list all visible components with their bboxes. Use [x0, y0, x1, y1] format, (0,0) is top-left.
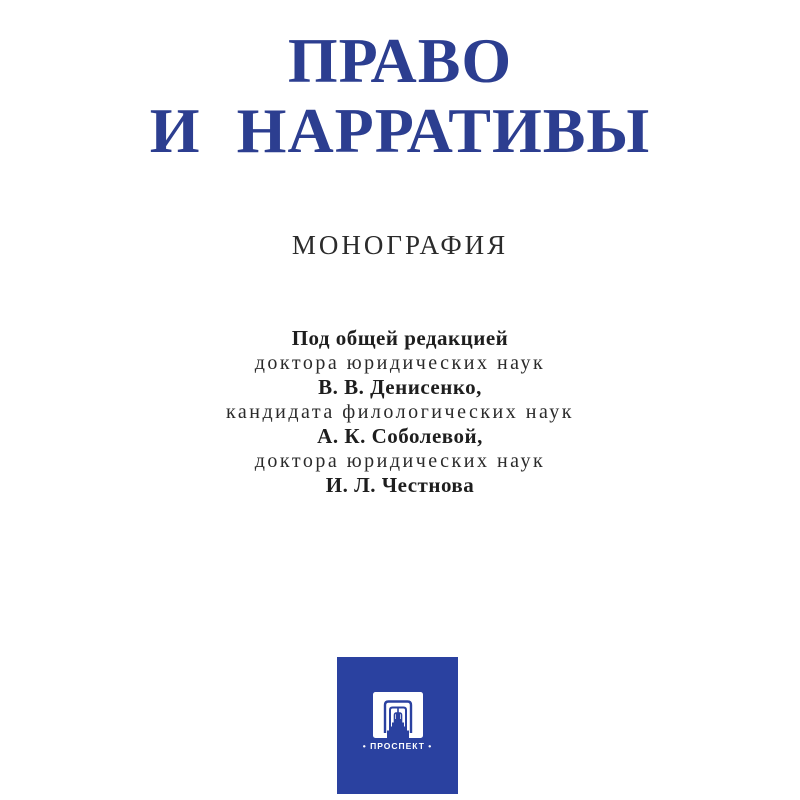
- editor-name: А. К. Соболевой,: [317, 424, 483, 448]
- book-subtitle: МОНОГРАФИЯ: [291, 230, 509, 260]
- book-title-line2: И НАРРАТИВЫ: [149, 95, 651, 166]
- publisher-logo: [337, 657, 458, 794]
- book-title: [0, 26, 800, 166]
- publisher-name: • ПРОСПЕКТ •: [362, 741, 433, 751]
- editor-degree: доктора юридических наук: [254, 449, 546, 472]
- prospekt-emblem-icon: [373, 692, 423, 738]
- book-title-line1: ПРАВО: [287, 25, 513, 96]
- editor-degree: доктора юридических наук: [254, 351, 546, 374]
- editors-block: [0, 326, 800, 498]
- editor-name: И. Л. Честнова: [325, 473, 475, 497]
- editors-heading: Под общей редакцией: [291, 326, 509, 350]
- editor-name: В. В. Денисенко,: [318, 375, 482, 399]
- editor-degree: кандидата филологических наук: [225, 400, 575, 423]
